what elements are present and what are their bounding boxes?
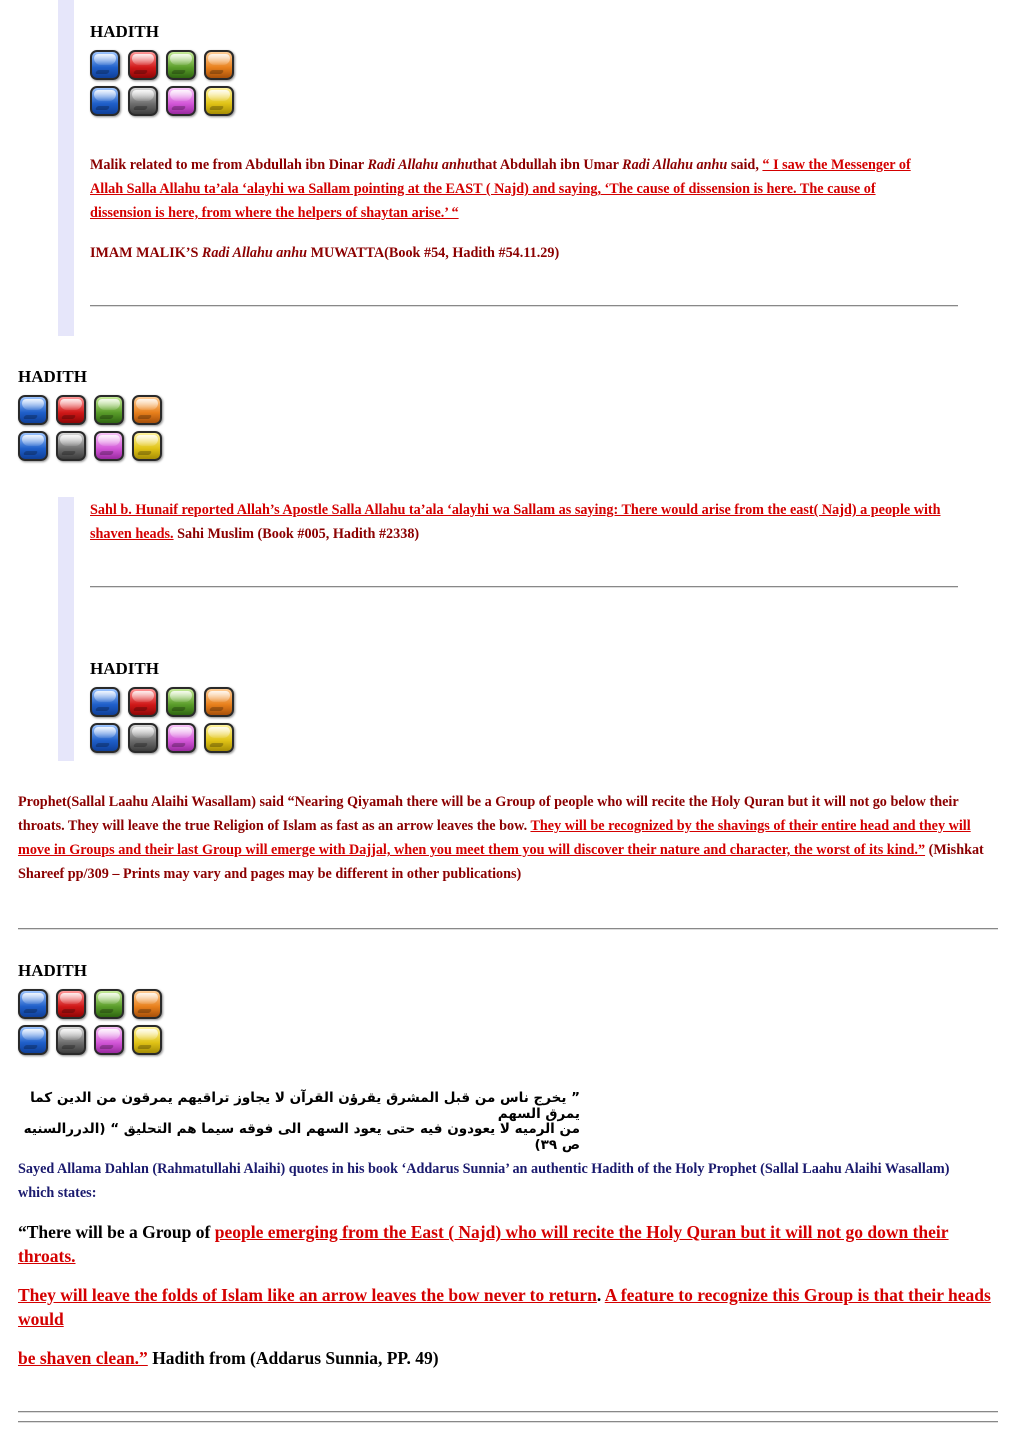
divider [18,1421,998,1423]
pink-color-button[interactable] [166,723,196,753]
hadith-quote-link[interactable]: Sahl b. Hunaif reported Allah’s Apostle Salla Allahu ta’ala ‘alayhi wa Sallam as saying: There would arise from the east( Najd) a people with shaven heads. [90,502,941,542]
red-color-button[interactable] [56,989,86,1019]
pink-color-button[interactable] [94,1025,124,1055]
blue-color-button[interactable] [90,86,120,116]
green-color-button[interactable] [94,395,124,425]
section-heading: HADITH [18,367,87,386]
hadith-paragraph: Malik related to me from Abdullah ibn Dinar Radi Allahu anhuthat Abdullah ibn Umar Radi Allahu anhu said, “ I saw the Messenger of Allah Salla Allahu ta’ala ‘alayhi wa Sallam pointing at the EAST ( Najd) and saying, ‘The cause of dissension is here. The cause of dissension is here, from where the helpers of shaytan arise.’ “ [90,157,911,221]
blue-color-button[interactable] [18,1025,48,1055]
color-button-grid[interactable] [90,50,242,122]
hadith-paragraph: Sahl b. Hunaif reported Allah’s Apostle Salla Allahu ta’ala ‘alayhi wa Sallam as saying: There would arise from the east( Najd) a people with shaven heads. Sahi Muslim (Book #005, Hadith #2338) [90,502,941,542]
orange-color-button[interactable] [132,395,162,425]
hadith-quote-link[interactable]: They will leave the folds of Islam like an arrow leaves the bow never to return [18,1285,597,1305]
arabic-hadith-line-2: من الرميه لا يعودون فيه حتى يعود السهم الى فوقه سيما هم التحليق “ (الدررالسنيه ص ٣٩) [23,1121,580,1153]
arabic-hadith-line-1: ” يخرج ناس من قبل المشرق يقرؤن القرآن لا يجاوز تراقيهم يمرقون من الدين كما يمرق السهم [30,1090,580,1122]
blue-color-button[interactable] [90,50,120,80]
gray-color-button[interactable] [56,1025,86,1055]
gray-color-button[interactable] [128,723,158,753]
red-color-button[interactable] [128,50,158,80]
pink-color-button[interactable] [166,86,196,116]
gray-color-button[interactable] [128,86,158,116]
hadith-paragraph: Prophet(Sallal Laahu Alaihi Wasallam) said “Nearing Qiyamah there will be a Group of people who will recite the Holy Quran but it will not go below their throats. They will leave the true Religion of Islam as fast as an arrow leaves the bow. They will be recognized by the shavings of their entire head and they will move in Groups and their last Group will emerge with Dajjal, when you meet them you will discover their nature and character, the worst of its kind.” (Mishkat Shareef pp/309 – Prints may vary and pages may be different in other publications) [18,794,984,882]
green-color-button[interactable] [94,989,124,1019]
blue-color-button[interactable] [18,431,48,461]
divider [18,928,998,930]
red-color-button[interactable] [128,687,158,717]
section-heading: HADITH [90,659,159,678]
section-heading: HADITH [90,22,159,41]
orange-color-button[interactable] [204,687,234,717]
blue-color-button[interactable] [18,989,48,1019]
divider [18,1411,998,1413]
yellow-color-button[interactable] [132,431,162,461]
hadith-citation: IMAM MALIK’S Radi Allahu anhu MUWATTA(Book #54, Hadith #54.11.29) [90,245,560,261]
green-color-button[interactable] [166,687,196,717]
yellow-color-button[interactable] [132,1025,162,1055]
blue-color-button[interactable] [90,723,120,753]
orange-color-button[interactable] [132,989,162,1019]
yellow-color-button[interactable] [204,723,234,753]
divider [90,586,958,588]
intro-paragraph: Sayed Allama Dahlan (Rahmatullahi Alaihi) quotes in his book ‘Addarus Sunnia’ an authentic Hadith of the Holy Prophet (Sallal Laahu Alaihi Wasallam) which states: [18,1161,950,1201]
blue-color-button[interactable] [90,687,120,717]
gray-color-button[interactable] [56,431,86,461]
color-button-grid[interactable] [18,989,170,1061]
quote-line-3: be shaven clean.” Hadith from (Addarus Sunnia, PP. 49) [18,1348,439,1368]
divider [90,305,958,307]
color-button-grid[interactable] [18,395,170,467]
quote-line-1: “There will be a Group of people emerging from the East ( Najd) who will recite the Holy Quran but it will not go down their throats. [18,1222,949,1266]
blue-color-button[interactable] [18,395,48,425]
green-color-button[interactable] [166,50,196,80]
hadith-quote-link[interactable]: be shaven clean.” [18,1348,148,1368]
color-button-grid[interactable] [90,687,242,759]
blockquote-bar-2 [58,497,74,761]
yellow-color-button[interactable] [204,86,234,116]
pink-color-button[interactable] [94,431,124,461]
section-heading: HADITH [18,961,87,980]
red-color-button[interactable] [56,395,86,425]
hadith-quote-link[interactable]: people emerging from the East ( Najd) who will recite the Holy Quran but it will not go down their throats. [18,1222,949,1266]
hadith-quote-link[interactable]: A feature to recognize this Group is that their heads would [18,1285,991,1329]
quote-line-2: They will leave the folds of Islam like an arrow leaves the bow never to return. A feature to recognize this Group is that their heads would [18,1285,991,1329]
hadith-quote-link[interactable]: “ I saw the Messenger of Allah Salla Allahu ta’ala ‘alayhi wa Sallam pointing at the EAST ( Najd) and saying, ‘The cause of dissension is here. The cause of dissension is here, from where the helpers of shaytan arise.’ “ [90,157,911,221]
hadith-quote-link[interactable]: They will be recognized by the shavings of their entire head and they will move in Groups and their last Group will emerge with Dajjal, when you meet them you will discover their nature and character, the worst of its kind.” [18,818,971,858]
blockquote-bar-1 [58,0,74,336]
orange-color-button[interactable] [204,50,234,80]
